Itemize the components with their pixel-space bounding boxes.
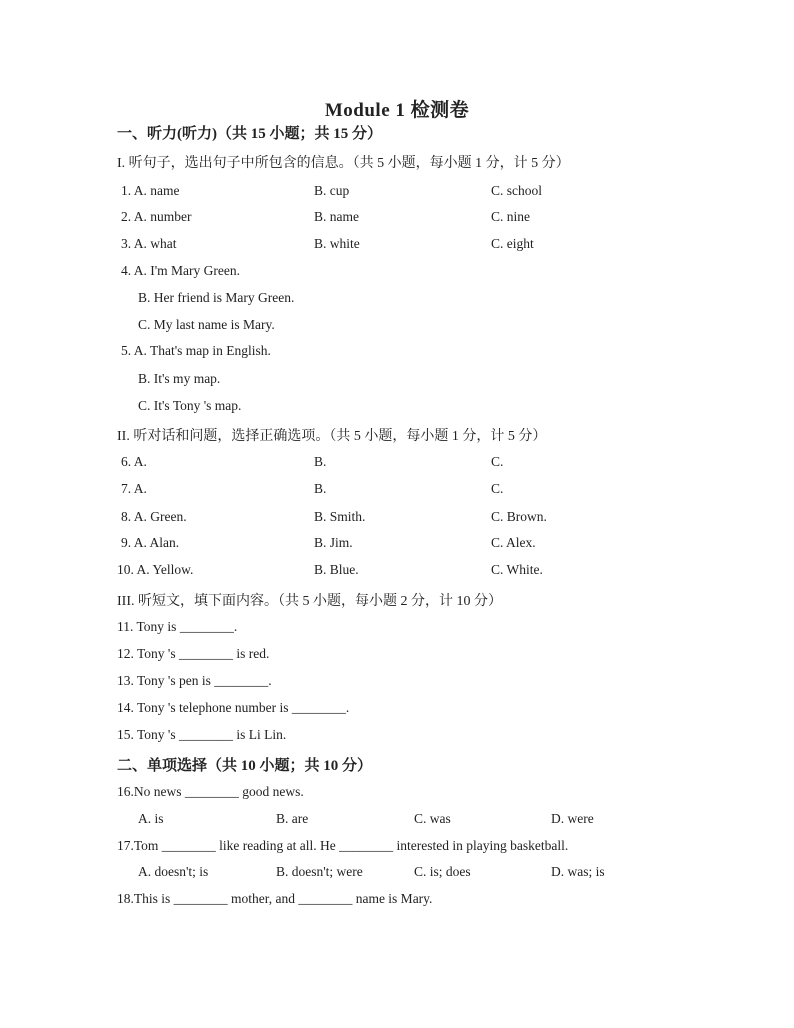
q15-text: 15. Tony 's ________ is Li Lin. [117,727,287,742]
q7-option-c: C. [491,481,504,496]
q9-option-a: 9. A. Alan. [121,535,180,550]
q1-option-c: C. school [491,183,543,198]
q3-option-c: C. eight [491,236,534,251]
q2-option-b: B. name [314,209,359,224]
q18-stem: 18.This is ________ mother, and ________ name is Mary. [117,891,433,906]
q16-option-d: D. were [551,811,594,826]
q5-option-c: C. It's Tony 's map. [138,398,242,413]
q12-text: 12. Tony 's ________ is red. [117,646,270,661]
q7-option-a: 7. A. [121,481,147,496]
q14-text: 14. Tony 's telephone number is ________. [117,700,350,715]
q17-option-b: B. doesn't; were [276,864,363,879]
page-title: Module 1 检测卷 [324,100,470,121]
q17-stem: 17.Tom ________ like reading at all. He ________ interested in playing basketball. [117,838,569,853]
part3-instruction: III. 听短文，填下面内容。（共 5 小题，每小题 2 分，计 10 分） [117,594,502,609]
section2-heading: 二、单项选择（共 10 小题；共 10 分） [117,758,373,774]
q3-option-a: 3. A. what [121,236,177,251]
q4-option-a: 4. A. I'm Mary Green. [121,263,241,278]
q6-option-c: C. [491,454,504,469]
q16-stem: 16.No news ________ good news. [117,784,304,799]
q2-option-a: 2. A. number [121,209,192,224]
q5-option-a: 5. A. That's map in English. [121,343,271,358]
q4-option-c: C. My last name is Mary. [138,317,275,332]
q16-option-c: C. was [414,811,451,826]
q13-text: 13. Tony 's pen is ________. [117,673,272,688]
q11-text: 11. Tony is ________. [117,619,238,634]
q5-option-b: B. It's my map. [138,371,221,386]
part2-instruction: II. 听对话和问题，选择正确选项。（共 5 小题，每小题 1 分，计 5 分） [117,429,547,444]
q17-option-c: C. is; does [414,864,471,879]
q6-option-a: 6. A. [121,454,147,469]
q1-option-b: B. cup [314,183,350,198]
q2-option-c: C. nine [491,209,530,224]
q6-option-b: B. [314,454,327,469]
part1-instruction: I. 听句子，选出句子中所包含的信息。（共 5 小题，每小题 1 分，计 5 分） [117,156,570,171]
q4-option-b: B. Her friend is Mary Green. [138,290,295,305]
q16-option-a: A. is [138,811,164,826]
q9-option-b: B. Jim. [314,535,353,550]
q1-option-a: 1. A. name [121,183,180,198]
q8-option-a: 8. A. Green. [121,509,187,524]
q3-option-b: B. white [314,236,360,251]
q10-option-a: 10. A. Yellow. [117,562,194,577]
q17-option-d: D. was; is [551,864,605,879]
q8-option-c: C. Brown. [491,509,547,524]
q10-option-b: B. Blue. [314,562,359,577]
q7-option-b: B. [314,481,327,496]
q10-option-c: C. White. [491,562,543,577]
q8-option-b: B. Smith. [314,509,366,524]
q16-option-b: B. are [276,811,309,826]
q17-option-a: A. doesn't; is [138,864,209,879]
section1-heading: 一、听力(听力)（共 15 小题；共 15 分） [117,126,382,142]
q9-option-c: C. Alex. [491,535,536,550]
